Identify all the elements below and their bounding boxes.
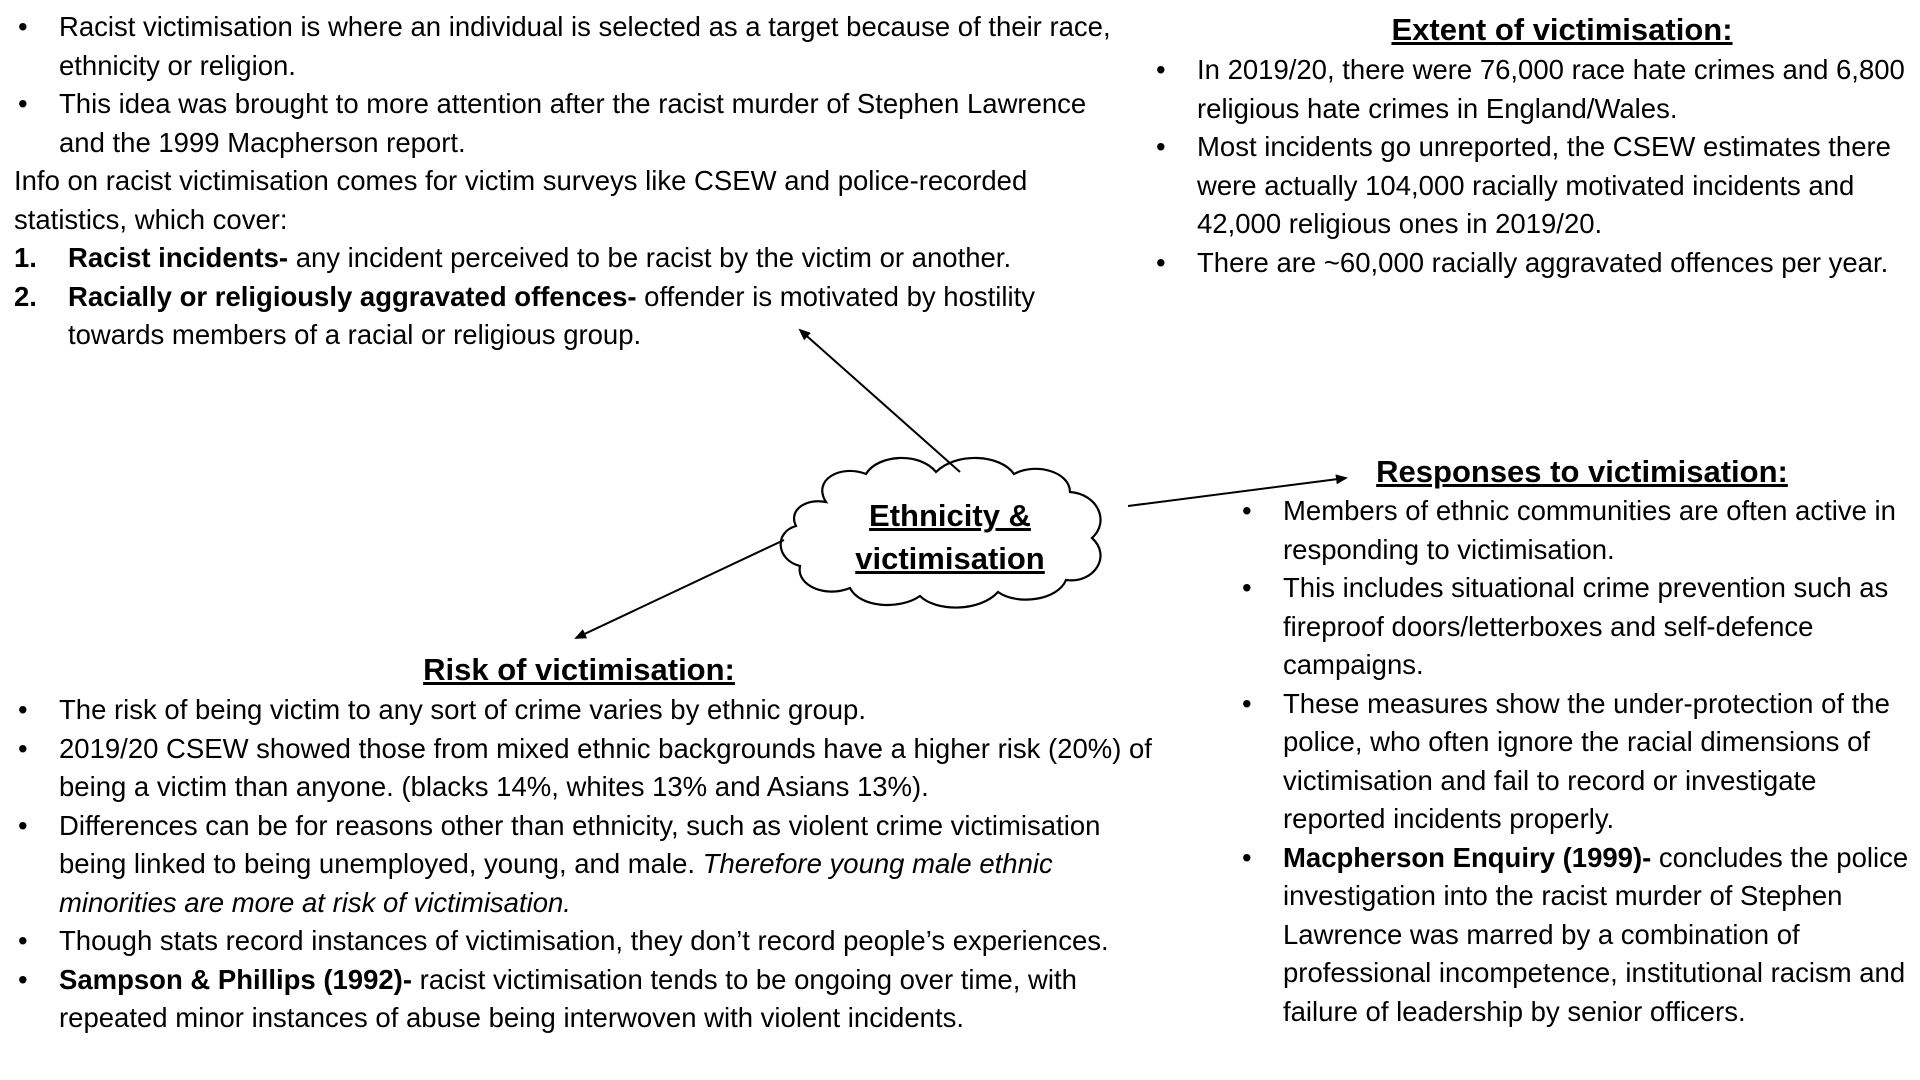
risk-bullet-list — [14, 691, 1154, 1038]
risk-bullet-5 — [14, 961, 1154, 1038]
center-topic-line-1: Ethnicity & — [869, 498, 1031, 533]
risk-bullet-4: • Though stats record instances of victimisation, they don’t record people’s experiences. — [14, 922, 1154, 961]
intro-numbered-list — [14, 239, 1124, 355]
responses-bullet-1: • Members of ethnic communities are often active in responding to victimisation. — [1238, 492, 1918, 569]
extent-bullet-3: • There are ~60,000 racially aggravated offences per year. — [1152, 244, 1912, 283]
intro-bullet-1: • Racist victimisation is where an individual is selected as a target because of their race, ethnicity or religion. — [14, 8, 1124, 85]
risk-bullet-2: • 2019/20 CSEW showed those from mixed ethnic backgrounds have a higher risk (20%) of being a victim than anyone. (blacks 14%, whites 13% and Asians 13%). — [14, 730, 1154, 807]
intro-numbered-item-2 — [14, 278, 1124, 355]
risk-bullet-3 — [14, 807, 1154, 923]
item-definition: any incident perceived to be racist by the victim or another. — [288, 242, 1012, 273]
differences-text: Differences can be for reasons other than ethnicity, such as violent crime victimisation being linked to being unemployed, young, and male. — [59, 809, 1101, 879]
extent-section — [1152, 10, 1912, 282]
intro-bullet-list — [14, 8, 1124, 162]
sampson-title: Sampson & Phillips (1992)- — [59, 963, 413, 995]
risk-heading: Risk of victimisation: — [423, 652, 735, 687]
intro-numbered-item-1 — [14, 239, 1124, 278]
responses-bullet-4 — [1238, 839, 1918, 1032]
risk-bullet-1: • The risk of being victim to any sort of crime varies by ethnic group. — [14, 691, 1154, 730]
item-definition: offender is motivated by hostility towards members of a racial or religious group. — [68, 280, 1035, 350]
extent-bullet-1: • In 2019/20, there were 76,000 race hate crimes and 6,800 religious hate crimes in England/Wales. — [1152, 51, 1912, 128]
responses-section — [1238, 452, 1918, 1031]
risk-section — [14, 650, 1154, 1038]
enquiry-text: concludes the police investigation into the racist murder of Stephen Lawrence was marred by a combination of professional incompetence, institutional racism and failure of leadership by senior officers. — [1283, 841, 1909, 1027]
intro-section — [14, 8, 1124, 355]
intro-info-text: Info on racist victimisation comes for victim surveys like CSEW and police-recorded statistics, which cover: — [14, 165, 1028, 235]
differences-conclusion: Therefore young male ethnic minorities are more at risk of victimisation. — [59, 848, 1053, 918]
extent-bullet-2: • Most incidents go unreported, the CSEW estimates there were actually 104,000 racially motivated incidents and 42,000 religious ones in 2019/20. — [1152, 128, 1912, 244]
item-number: 2. — [14, 280, 37, 312]
item-term: Racially or religiously aggravated offences- — [68, 280, 637, 312]
arrow-to-risk — [576, 540, 784, 638]
responses-bullet-3: • These measures show the under-protection of the police, who often ignore the racial dimensions of victimisation and fail to record or investigate reported incidents properly. — [1238, 685, 1918, 839]
sampson-text: racist victimisation tends to be ongoing over time, with repeated minor instances of abuse being interwoven with violent incidents. — [59, 963, 1077, 1033]
item-number: 1. — [14, 242, 37, 273]
extent-bullet-list — [1152, 51, 1912, 282]
intro-bullet-2: • This idea was brought to more attention after the racist murder of Stephen Lawrence and the 1999 Macpherson report. — [14, 85, 1124, 162]
responses-heading: Responses to victimisation: — [1376, 454, 1788, 489]
center-topic-line-2: victimisation — [855, 541, 1045, 576]
enquiry-title: Macpherson Enquiry (1999)- — [1283, 841, 1652, 873]
responses-bullet-list — [1238, 492, 1918, 1031]
center-topic-label — [800, 494, 1100, 580]
item-term: Racist incidents- — [68, 242, 289, 273]
responses-bullet-2: • This includes situational crime prevention such as fireproof doors/letterboxes and self-defence campaigns. — [1238, 569, 1918, 685]
extent-heading: Extent of victimisation: — [1391, 12, 1733, 47]
